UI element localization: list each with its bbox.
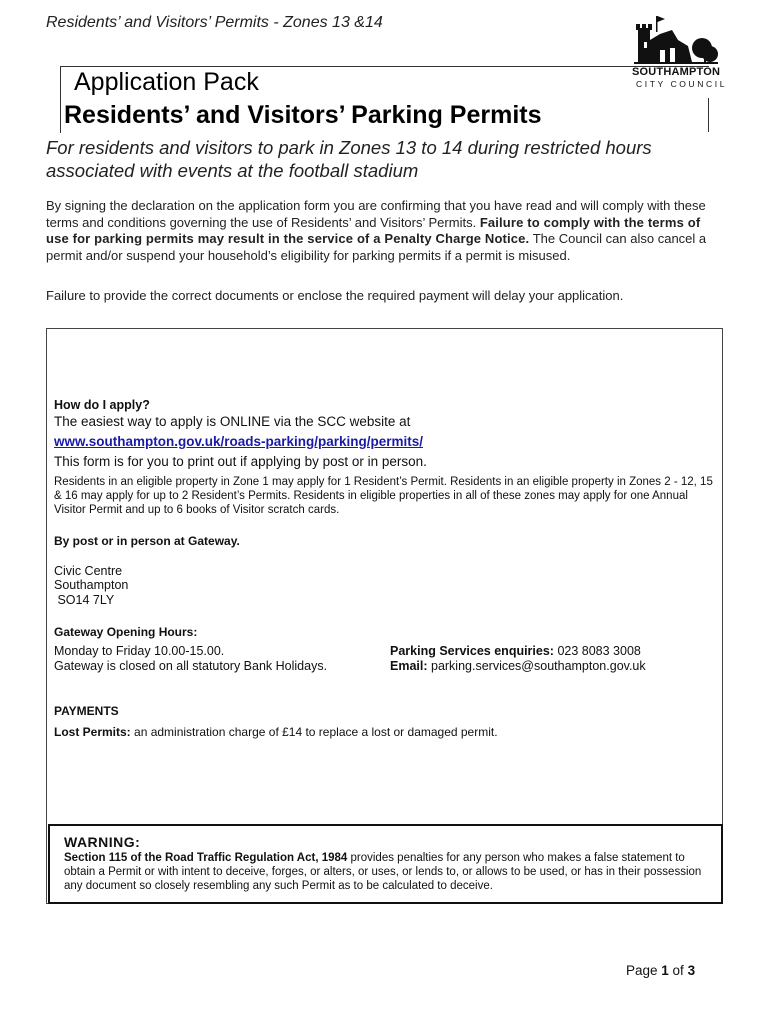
how-to-apply-text: The easiest way to apply is ONLINE via the SCC website at: [54, 414, 411, 429]
website-link[interactable]: www.southampton.gov.uk/roads-parking/parking/permits/: [54, 434, 424, 449]
enquiries-number: 023 8083 3008: [553, 644, 641, 658]
eligibility-text: Residents in an eligible property in Zone 1 may apply for 1 Resident’s Permit. Residents in an eligible property in Zones 2 - 12, 15 & 16 may apply for up to 2 Resident’s Permits. Residents in eligible properties in all of these zones may apply for one Annual Visitor Permit and up to 6 books of Visitor scratch cards.: [54, 476, 713, 516]
running-header: Residents’ and Visitors’ Permits - Zones 13 &14: [46, 14, 383, 31]
post-heading: By post or in person at Gateway.: [54, 534, 240, 548]
warning-text: [64, 851, 714, 893]
page-label: Page: [626, 963, 662, 978]
warning-act: Section 115 of the Road Traffic Regulation Act, 1984: [64, 852, 348, 864]
bank-holiday-note: Gateway is closed on all statutory Bank Holidays.: [54, 659, 328, 673]
address-line: Civic Centre: [54, 564, 123, 578]
intro-warning-bold: Failure to comply with the terms of use for parking permits may result in the service of a Penalty Charge Notice.: [46, 214, 701, 246]
intro-paragraph-2: Failure to provide the correct documents or enclose the required payment will delay your application.: [46, 288, 624, 303]
logo-wordmark: SOUTHAMPTON: [632, 66, 721, 78]
address-line: Southampton: [54, 578, 129, 592]
intro-subtitle: For residents and visitors to park in Zones 13 to 14 during restricted hours associated with events at the football stadium: [46, 137, 652, 181]
payments-heading: PAYMENTS: [54, 704, 119, 718]
page-of: of: [668, 963, 688, 978]
page-current: 1: [661, 963, 669, 978]
intro-paragraph: [46, 198, 726, 264]
lost-permits-charge: an administration charge of £14 to replace a lost or damaged permit.: [130, 725, 498, 739]
page-subtitle-heading: Residents’ and Visitors’ Parking Permits: [64, 101, 542, 129]
email-label: Email:: [390, 659, 428, 673]
enquiries-label: Parking Services enquiries:: [390, 644, 554, 658]
address-line: SO14 7LY: [54, 593, 115, 607]
enquiries-email: [390, 659, 646, 673]
warning-heading: WARNING:: [64, 834, 141, 850]
lost-permits-label: Lost Permits:: [54, 725, 131, 739]
email-address[interactable]: parking.services@southampton.gov.uk: [427, 659, 646, 673]
page-total: 3: [687, 963, 696, 978]
opening-hours: Monday to Friday 10.00-15.00.: [54, 644, 225, 658]
how-to-apply-heading: How do I apply?: [54, 398, 150, 412]
page-number: [626, 963, 695, 978]
lost-permits-text: [54, 725, 498, 739]
enquiries-phone: [390, 644, 641, 658]
logo-subtitle: CITY COUNCIL: [636, 79, 728, 89]
warning-body: provides penalties for any person who makes a false statement to obtain a Permit or with intent to deceive, forges, or alters, or uses, or lends to, or allows to be used, or has in their possession any document so closely resembling any such Permit as to be calculated to deceive.: [64, 852, 702, 892]
opening-hours-heading: Gateway Opening Hours:: [54, 625, 198, 639]
intro-text: By signing the declaration on the application form you are confirming that you have read and will comply with these terms and conditions governing the use of Residents’ and Visitors’ Permits.: [46, 198, 706, 230]
title-frame-edge: [708, 98, 709, 132]
intro-text-tail: The Council can also cancel a permit and/or suspend your household’s eligibility for parking permits if a permit is misused.: [46, 231, 707, 263]
page-title: Application Pack: [74, 68, 259, 96]
print-form-text: This form is for you to print out if applying by post or in person.: [54, 454, 427, 469]
